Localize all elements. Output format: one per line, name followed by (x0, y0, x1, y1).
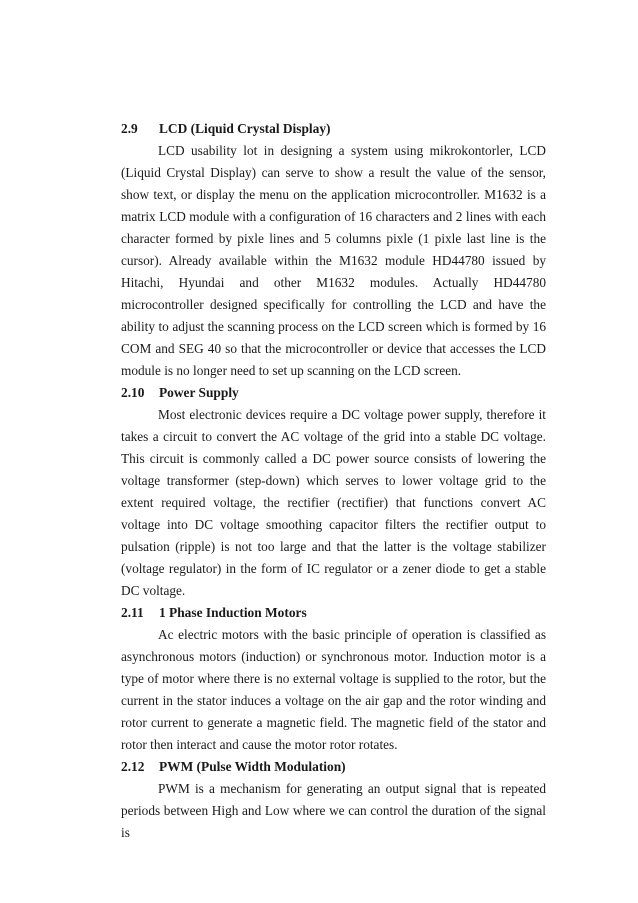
section-body-2-12: PWM is a mechanism for generating an output signal that is repeated periods between High and Low where we can control the duration of the signal is (121, 781, 546, 840)
section-number: 2.11 (121, 605, 144, 620)
section-number: 2.9 (121, 121, 138, 136)
section-heading-2-11 (121, 602, 546, 624)
page-content (121, 118, 546, 844)
section-heading-2-9 (121, 118, 546, 140)
section-title: PWM (Pulse Width Modulation) (159, 759, 346, 774)
section-heading-2-10 (121, 382, 546, 404)
section-title: LCD (Liquid Crystal Display) (159, 121, 331, 136)
section-body-2-10: Most electronic devices require a DC voltage power supply, therefore it takes a circuit to convert the AC voltage of the grid into a stable DC voltage. This circuit is commonly called a DC power source consists of lowering the voltage transformer (step-down) which serves to lower voltage grid to the extent required voltage, the rectifier (rectifier) that functions convert AC voltage into DC voltage smoothing capacitor filters the rectifier output to pulsation (ripple) is not too large and that the latter is the voltage stabilizer (voltage regulator) in the form of IC regulator or a zener diode to get a stable DC voltage. (121, 407, 546, 598)
section-number: 2.10 (121, 385, 145, 400)
section-heading-2-12 (121, 756, 546, 778)
section-number: 2.12 (121, 759, 145, 774)
section-body-2-9: LCD usability lot in designing a system using mikrokontorler, LCD (Liquid Crystal Display) can serve to show a result the value of the sensor, show text, or display the menu on the application microcontroller. M1632 is a matrix LCD module with a configuration of 16 characters and 2 lines with each character formed by pixle lines and 5 columns pixle (1 pixle last line is the cursor). Already available within the M1632 module HD44780 issued by Hitachi, Hyundai and other M1632 modules. Actually HD44780 microcontroller designed specifically for controlling the LCD and have the ability to adjust the scanning process on the LCD screen which is formed by 16 COM and SEG 40 so that the microcontroller or device that accesses the LCD module is no longer need to set up scanning on the LCD screen. (121, 143, 546, 378)
section-title: 1 Phase Induction Motors (159, 605, 307, 620)
section-title: Power Supply (159, 385, 239, 400)
section-body-2-11: Ac electric motors with the basic principle of operation is classified as asynchronous motors (induction) or synchronous motor. Induction motor is a type of motor where there is no external voltage is supplied to the rotor, but the current in the stator induces a voltage on the air gap and the rotor winding and rotor current to generate a magnetic field. The magnetic field of the stator and rotor then interact and cause the motor rotor rotates. (121, 627, 546, 752)
